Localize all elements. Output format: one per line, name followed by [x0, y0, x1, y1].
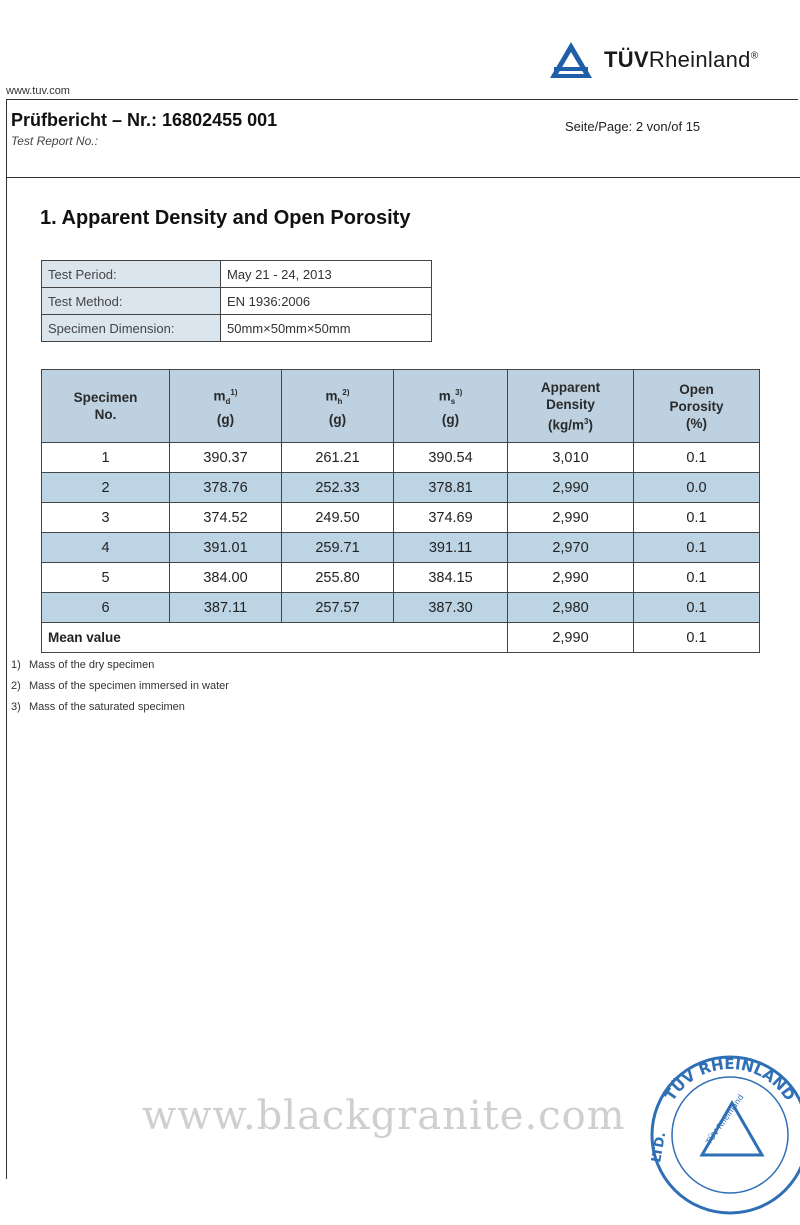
- footnote: 2) Mass of the specimen immersed in water: [11, 680, 229, 692]
- tuv-triangle-icon: [548, 40, 594, 80]
- website-link[interactable]: www.tuv.com: [6, 85, 70, 97]
- info-value: 50mm×50mm×50mm: [221, 315, 432, 342]
- mean-row: [42, 623, 760, 653]
- info-row: [42, 288, 432, 315]
- info-value: May 21 - 24, 2013: [221, 261, 432, 288]
- results-table: [41, 369, 760, 653]
- cell-mass-immersed: 249.50: [282, 503, 394, 533]
- info-label: Test Period:: [42, 261, 221, 288]
- cell-mass-saturated: 378.81: [394, 473, 508, 503]
- cell-specimen: 5: [42, 563, 170, 593]
- footnotes: [11, 659, 229, 722]
- report-title: Prüfbericht – Nr.: 16802455 001: [11, 110, 278, 130]
- cell-specimen: 1: [42, 443, 170, 473]
- tuv-rheinland-logo: [548, 36, 798, 84]
- cell-mass-dry: 390.37: [170, 443, 282, 473]
- watermark: www.blackgranite.com: [142, 1093, 626, 1139]
- cell-mass-immersed: 255.80: [282, 563, 394, 593]
- cell-mass-dry: 391.01: [170, 533, 282, 563]
- page-number: Seite/Page: 2 von/of 15: [565, 119, 701, 134]
- table-row: [42, 443, 760, 473]
- header-mass-immersed: $m_h^{2)}$ (g): [282, 370, 394, 443]
- table-row: [42, 473, 760, 503]
- svg-text:TÜV Rheinland: TÜV Rheinland: [704, 1092, 746, 1147]
- cell-mass-saturated: 384.15: [394, 563, 508, 593]
- info-row: [42, 261, 432, 288]
- cell-mass-saturated: 390.54: [394, 443, 508, 473]
- header-specimen: Specimen No.: [42, 370, 170, 443]
- svg-text:LTD.: LTD.: [649, 1130, 670, 1164]
- cell-mass-saturated: 391.11: [394, 533, 508, 563]
- cell-mass-dry: 374.52: [170, 503, 282, 533]
- cell-mass-immersed: 259.71: [282, 533, 394, 563]
- cell-specimen: 2: [42, 473, 170, 503]
- mean-porosity: 0.1: [634, 623, 760, 653]
- table-row: [42, 533, 760, 563]
- cell-density: 2,980: [508, 593, 634, 623]
- cell-density: 3,010: [508, 443, 634, 473]
- cell-mass-immersed: 252.33: [282, 473, 394, 503]
- header-open-porosity: Open Porosity (%): [634, 370, 760, 443]
- cell-density: 2,990: [508, 473, 634, 503]
- svg-text:TÜV RHEINLAND: TÜV RHEINLAND: [661, 1054, 799, 1105]
- table-row: [42, 563, 760, 593]
- footnote: 1) Mass of the dry specimen: [11, 659, 155, 671]
- cell-mass-dry: 384.00: [170, 563, 282, 593]
- brand-name: TÜVRheinland®: [604, 47, 759, 72]
- cell-density: 2,990: [508, 503, 634, 533]
- cell-mass-dry: 378.76: [170, 473, 282, 503]
- mean-label: Mean value: [42, 623, 508, 653]
- cell-mass-saturated: 374.69: [394, 503, 508, 533]
- cell-porosity: 0.1: [634, 563, 760, 593]
- cell-density: 2,990: [508, 563, 634, 593]
- cell-mass-dry: 387.11: [170, 593, 282, 623]
- info-label: Test Method:: [42, 288, 221, 315]
- info-row: [42, 315, 432, 342]
- info-label: Specimen Dimension:: [42, 315, 221, 342]
- tuv-official-stamp: [640, 1045, 800, 1225]
- test-info-table: [41, 260, 432, 342]
- cell-specimen: 4: [42, 533, 170, 563]
- footnote: 3) Mass of the saturated specimen: [11, 701, 185, 713]
- header-mass-saturated: $m_s^{3)}$ (g): [394, 370, 508, 443]
- header-divider: [6, 177, 800, 178]
- info-value: EN 1936:2006: [221, 288, 432, 315]
- table-header-row: [42, 370, 760, 443]
- mean-density: 2,990: [508, 623, 634, 653]
- header-apparent-density: Apparent Density $(kg/m^3)$: [508, 370, 634, 443]
- table-row: [42, 593, 760, 623]
- table-row: [42, 503, 760, 533]
- cell-mass-saturated: 387.30: [394, 593, 508, 623]
- section-title: 1. Apparent Density and Open Porosity: [40, 207, 411, 229]
- header-mass-dry: $m_d^{1)}$ (g): [170, 370, 282, 443]
- cell-porosity: 0.1: [634, 443, 760, 473]
- cell-porosity: 0.0: [634, 473, 760, 503]
- report-subtitle: Test Report No.:: [11, 134, 98, 148]
- cell-mass-immersed: 257.57: [282, 593, 394, 623]
- cell-mass-immersed: 261.21: [282, 443, 394, 473]
- cell-porosity: 0.1: [634, 533, 760, 563]
- cell-specimen: 3: [42, 503, 170, 533]
- cell-specimen: 6: [42, 593, 170, 623]
- cell-porosity: 0.1: [634, 503, 760, 533]
- cell-porosity: 0.1: [634, 593, 760, 623]
- cell-density: 2,970: [508, 533, 634, 563]
